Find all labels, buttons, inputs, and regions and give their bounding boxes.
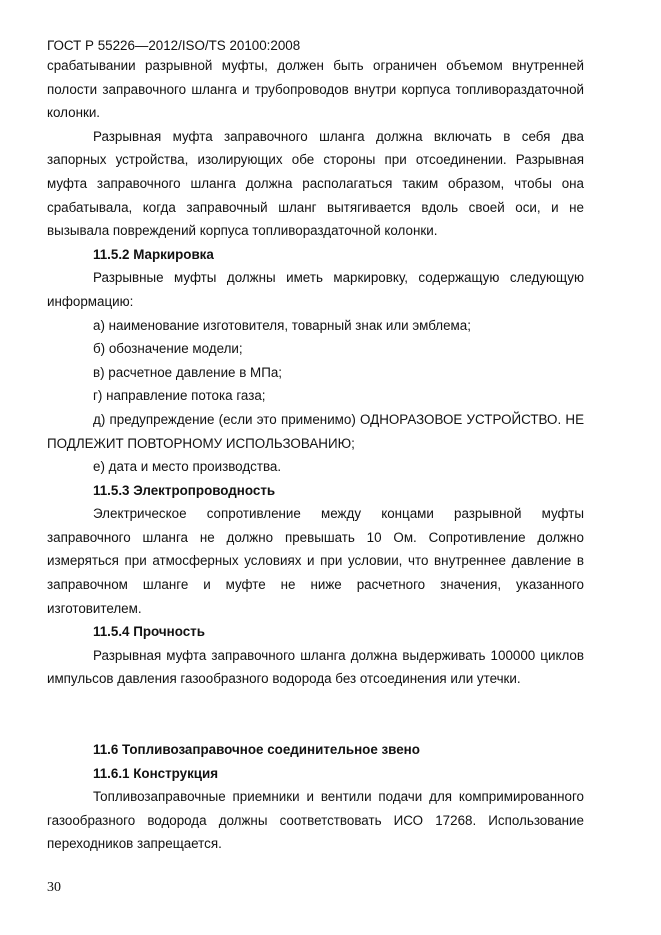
list-item: д) предупреждение (если это применимо) ОДНОРАЗОВОЕ УСТРОЙСТВО. НЕ ПОДЛЕЖИТ ПОВТОРНОМУ ИСПОЛЬЗОВАНИЮ; xyxy=(47,411,584,451)
paragraph: Разрывная муфта заправочного шланга должна выдерживать 100000 циклов импульсов давления газообразного водорода без отсоединения или утечки. xyxy=(47,647,584,687)
page-number: 30 xyxy=(47,880,61,895)
section-heading: 11.5.2 Маркировка xyxy=(93,246,214,262)
section-spacer xyxy=(47,691,584,738)
list-item: е) дата и место производства. xyxy=(93,459,282,475)
list-item: а) наименование изготовителя, товарный знак или эмблема; xyxy=(93,317,471,333)
paragraph: Разрывные муфты должны иметь маркировку, содержащую следующую информацию: xyxy=(47,270,584,309)
list-item: г) направление потока газа; xyxy=(93,388,266,404)
paragraph: срабатывании разрывной муфты, должен быть ограничен объемом внутренней полости заправочного шланга и трубопроводов внутри корпуса топливораздаточной колонки. xyxy=(47,58,584,121)
paragraph: Электрическое сопротивление между концами разрывной муфты заправочного шланга не должно превышать 10 Ом. Сопротивление должно измеряться при атмосферных условиях и при условии, что внутреннее давление в заправочном шланге и муфте не ниже расчетного значения, указанного изготовителем. xyxy=(47,506,584,616)
section-heading: 11.5.3 Электропроводность xyxy=(93,482,276,498)
document-body xyxy=(47,54,584,856)
paragraph: Топливозаправочные приемники и вентили подачи для компримированного газообразного водорода должны соответствовать ИСО 17268. Использование переходников запрещается. xyxy=(47,789,584,852)
paragraph: Разрывная муфта заправочного шланга должна включать в себя два запорных устройства, изолирующих обе стороны при отсоединении. Разрывная муфта заправочного шланга должна располагаться таким образом, чтобы она срабатывала, когда заправочный шланг вытягивается вдоль своей оси, и не вызывала повреждений корпуса топливораздаточной колонки. xyxy=(47,128,584,239)
section-heading: 11.6.1 Конструкция xyxy=(93,765,219,781)
document-header: ГОСТ Р 55226—2012/ISO/TS 20100:2008 xyxy=(47,38,301,53)
section-heading: 11.6 Топливозаправочное соединительное звено xyxy=(93,742,420,758)
list-item: в) расчетное давление в МПа; xyxy=(93,364,283,380)
section-heading: 11.5.4 Прочность xyxy=(93,624,205,640)
list-item: б) обозначение модели; xyxy=(93,341,243,357)
